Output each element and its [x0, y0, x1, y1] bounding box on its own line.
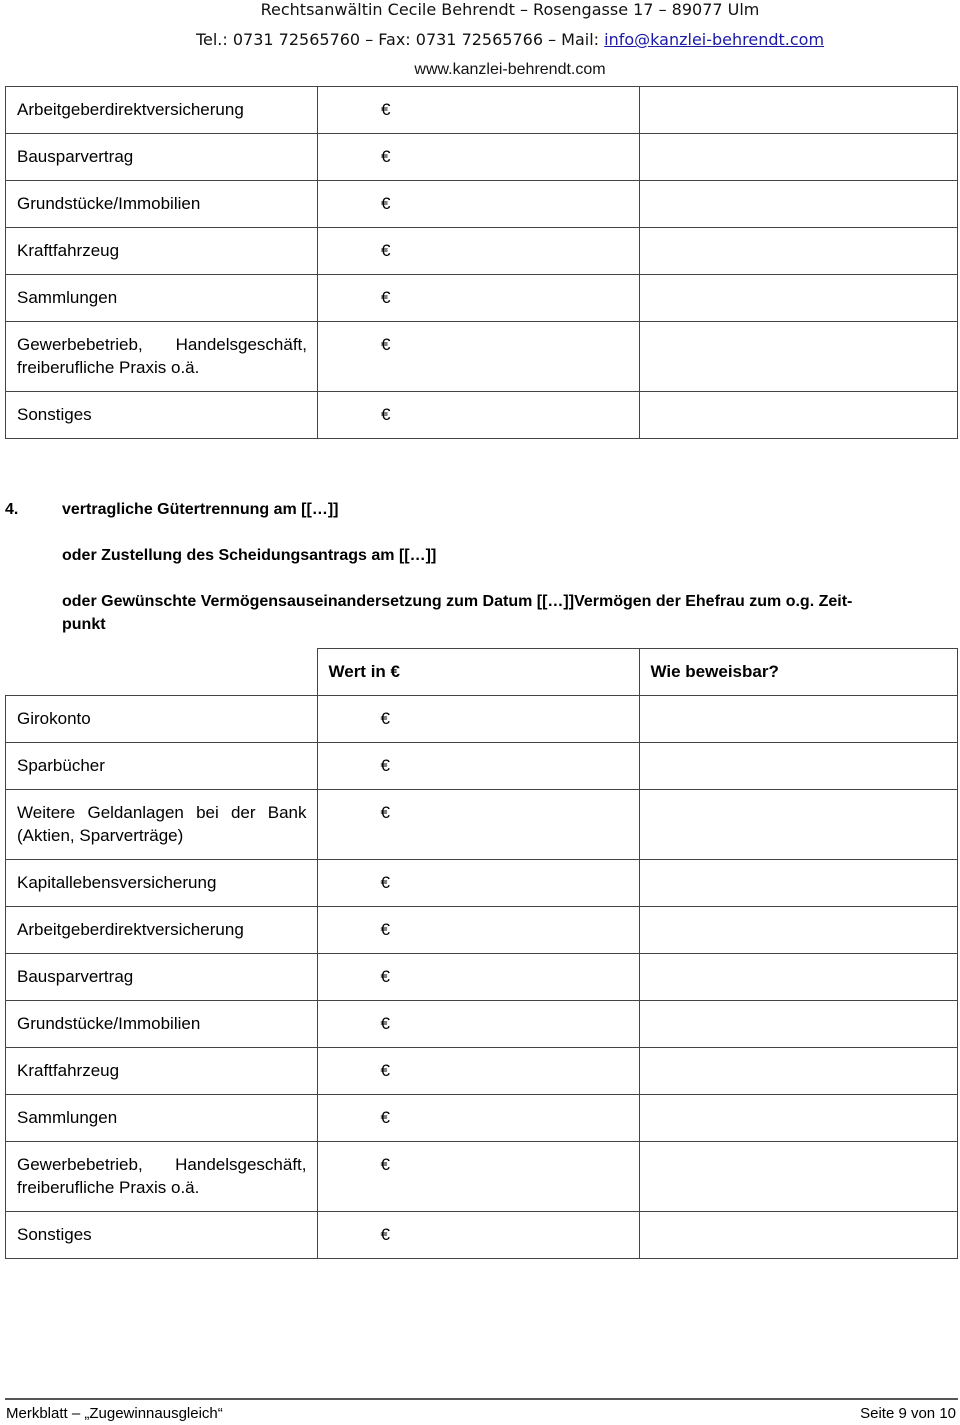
euro-symbol: €	[380, 709, 390, 728]
value-cell[interactable]	[317, 696, 639, 743]
section-line-4: punkt	[62, 616, 106, 633]
asset-label: Arbeitgeberdirektversicherung	[6, 907, 318, 954]
footer-title: Merkblatt – „Zugewinnausgleich“	[6, 1405, 223, 1422]
table-row	[6, 1095, 958, 1142]
proof-cell[interactable]	[639, 696, 958, 743]
euro-symbol: €	[381, 335, 391, 354]
euro-symbol: €	[380, 920, 390, 939]
euro-symbol: €	[381, 194, 391, 213]
asset-label: Grundstücke/Immobilien	[6, 1001, 318, 1048]
value-cell[interactable]	[317, 1001, 639, 1048]
footer-divider	[5, 1398, 958, 1400]
euro-symbol: €	[380, 1225, 390, 1244]
header-website: www.kanzlei-behrendt.com	[414, 61, 606, 78]
section-line-3: oder Gewünschte Vermögensauseinandersetzung zum Datum [[…]]Vermögen der Ehefrau zum o.g. Zeit-	[62, 593, 853, 610]
section-number: 4.	[5, 501, 19, 518]
euro-symbol: €	[381, 241, 391, 260]
asset-label: Sparbücher	[6, 743, 318, 790]
email-link[interactable]: info@kanzlei-behrendt.com	[604, 30, 825, 49]
value-cell[interactable]	[317, 1095, 639, 1142]
table-row	[6, 228, 958, 275]
table-row	[6, 907, 958, 954]
asset-label: Sonstiges	[6, 1212, 318, 1259]
table-row	[6, 1212, 958, 1259]
asset-label: Arbeitgeberdirektversicherung	[6, 87, 318, 134]
euro-symbol: €	[380, 1061, 390, 1080]
asset-label: Bausparvertrag	[6, 134, 318, 181]
asset-label: Sammlungen	[6, 275, 318, 322]
table-row	[6, 275, 958, 322]
table-row	[6, 181, 958, 228]
footer-page-number: Seite 9 von 10	[860, 1405, 956, 1422]
asset-label: Girokonto	[6, 696, 318, 743]
table-row	[6, 322, 958, 392]
table-row	[6, 743, 958, 790]
asset-label: Weitere Geldanlagen bei der Bank (Aktien, Sparverträge)	[6, 790, 318, 860]
proof-cell[interactable]	[639, 1142, 958, 1212]
asset-label: Kraftfahrzeug	[6, 1048, 318, 1095]
euro-symbol: €	[381, 288, 391, 307]
value-cell[interactable]	[317, 1212, 639, 1259]
proof-cell[interactable]	[639, 1095, 958, 1142]
proof-cell[interactable]	[639, 743, 958, 790]
table-row	[6, 954, 958, 1001]
asset-label: Grundstücke/Immobilien	[6, 181, 318, 228]
assets-table-continued	[5, 86, 958, 439]
section-line-1: vertragliche Gütertrennung am [[…]]	[62, 501, 339, 518]
table-row	[6, 87, 958, 134]
value-cell[interactable]	[318, 275, 640, 322]
euro-symbol: €	[380, 756, 390, 775]
table-header-row	[6, 649, 958, 696]
proof-cell[interactable]	[640, 228, 958, 275]
proof-cell[interactable]	[640, 87, 958, 134]
proof-cell[interactable]	[639, 790, 958, 860]
proof-cell[interactable]	[639, 860, 958, 907]
proof-cell[interactable]	[640, 181, 958, 228]
value-cell[interactable]	[317, 860, 639, 907]
header-phone-fax: Tel.: 0731 72565760 – Fax: 0731 72565766 – Mail:	[195, 30, 605, 49]
asset-label: Kraftfahrzeug	[6, 228, 318, 275]
euro-symbol: €	[381, 100, 391, 119]
value-cell[interactable]	[318, 228, 640, 275]
asset-label: Gewerbebetrieb, Handelsgeschäft, freiberufliche Praxis o.ä.	[6, 322, 318, 392]
value-cell[interactable]	[318, 181, 640, 228]
value-cell[interactable]	[317, 743, 639, 790]
header-proof: Wie beweisbar?	[639, 649, 958, 696]
table-row	[6, 134, 958, 181]
table-row	[6, 1142, 958, 1212]
euro-symbol: €	[380, 1108, 390, 1127]
value-cell[interactable]	[317, 954, 639, 1001]
proof-cell[interactable]	[640, 322, 958, 392]
asset-label: Sammlungen	[6, 1095, 318, 1142]
value-cell[interactable]	[317, 1048, 639, 1095]
table-row	[6, 1001, 958, 1048]
euro-symbol: €	[380, 1155, 390, 1174]
proof-cell[interactable]	[639, 1212, 958, 1259]
value-cell[interactable]	[318, 87, 640, 134]
header-value: Wert in €	[317, 649, 639, 696]
wife-assets-table	[5, 648, 958, 1259]
header-address: Rechtsanwältin Cecile Behrendt – Rosengasse 17 – 89077 Ulm	[260, 0, 760, 19]
empty-header-cell	[6, 649, 318, 696]
proof-cell[interactable]	[639, 954, 958, 1001]
section-line-2: oder Zustellung des Scheidungsantrags am [[…]]	[62, 547, 437, 564]
table-row	[6, 1048, 958, 1095]
proof-cell[interactable]	[640, 134, 958, 181]
euro-symbol: €	[380, 967, 390, 986]
value-cell[interactable]	[318, 322, 640, 392]
euro-symbol: €	[380, 873, 390, 892]
table-row	[6, 790, 958, 860]
asset-label: Kapitallebensversicherung	[6, 860, 318, 907]
value-cell[interactable]	[317, 790, 639, 860]
value-cell[interactable]	[318, 134, 640, 181]
euro-symbol: €	[380, 803, 390, 822]
asset-label: Gewerbebetrieb, Handelsgeschäft, freiberufliche Praxis o.ä.	[6, 1142, 318, 1212]
euro-symbol: €	[381, 405, 391, 424]
table-row	[6, 696, 958, 743]
proof-cell[interactable]	[640, 275, 958, 322]
asset-label: Sonstiges	[6, 392, 318, 439]
euro-symbol: €	[380, 1014, 390, 1033]
proof-cell[interactable]	[639, 907, 958, 954]
table-row	[6, 392, 958, 439]
asset-label: Bausparvertrag	[6, 954, 318, 1001]
euro-symbol: €	[381, 147, 391, 166]
header-contact	[0, 30, 960, 49]
proof-cell[interactable]	[639, 1048, 958, 1095]
proof-cell[interactable]	[640, 392, 958, 439]
table-row	[6, 860, 958, 907]
value-cell[interactable]	[317, 907, 639, 954]
value-cell[interactable]	[317, 1142, 639, 1212]
proof-cell[interactable]	[639, 1001, 958, 1048]
value-cell[interactable]	[318, 392, 640, 439]
